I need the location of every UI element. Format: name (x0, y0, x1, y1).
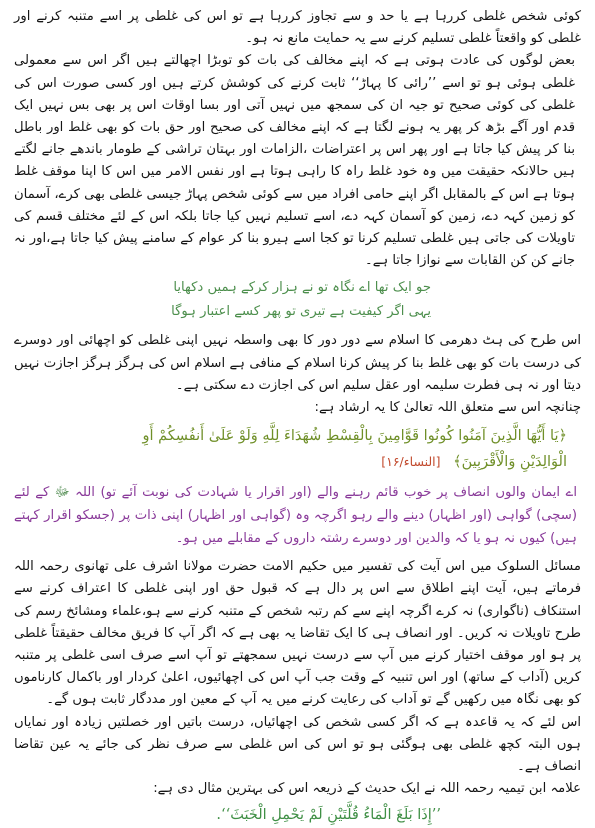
paragraph-3: اس طرح کی ہٹ دھرمی کا اسلام سے دور دور کا بھی واسطہ نہیں اپنی غلطی کو اچھائی اور دوسرے کی درست بات کو بھی غلط بنا کر پیش کرنا اسلام کے منافی ہے اسلام اس کی ہرگز ہرگز اجازت نہیں دیتا اور نہ ہی فطرت سلیمہ اور عقل سلیم اس کی اجازت دے سکتی ہے۔ (14, 333, 581, 393)
couplet-line-1: جو ایک تھا اے نگاہ تو نے ہزار کرکے ہمیں دکھایا (173, 280, 431, 296)
paragraph-5: مسائل السلوک میں اس آیت کی تفسیر میں حکیم الامت حضرت مولانا اشرف علی تھانوی رحمہ اللہ فرماتے ہیں، آیت اپنے اطلاق سے اس پر دال ہے کہ قبول حق اور اپنی غلطی کا اعتراف کرنے سے استنکاف (ناگواری) نہ کرے اگرچہ اپنے سے کم رتبہ شخص کے متنبہ کرنے سے ہو،علماء ومشائخ رسم کی طرح تاویلات نہ کریں۔ اور انصاف ہی کا ایک تقاضا یہ بھی ہے کہ اگر آپ کا فریق مخالف حقیقتاً غلطی پر ہو اور موقف اختیار کرنے میں آپ سے درست نہیں سمجھتے تو آپ اسے صرف اسی غلطی پر متنبہ کریں (آداب کے ساتھ) اور اس تنبیہ کے وقت جب آپ اس کی اچھائیوں، اعلیٰ کردار اور باکمال کارناموں کو بھی نگاہ میں رکھیں گے تو آداب کی رعایت کرنے میں یہ آپ کے معین اور مددگار ثابت ہوں گے۔ (14, 559, 581, 708)
translation-part-a: اے ایمان والوں انصاف پر خوب قائم رہنے والے (اور اقرار یا شہادت کی نوبت آئے تو) اللہ (75, 485, 577, 501)
translation-part-b: کے لئے (سچی) گواہی (اور اظہار) دینے والے رہو اگرچہ وہ (گواہی اور اظہار) اپنی ذات پر (جسکو اقرار کہتے ہیں) کیوں نہ ہو یا کہ والدین اور دوسرے رشتہ داروں کے مقابلے میں ہو۔ (14, 485, 577, 547)
verse-reference: [النساء/۱۶] (381, 454, 441, 470)
hadith-quote: ’’إِذَا بَلَغَ الْمَاءُ قُلَّتَيْنِ لَمْ يَحْمِلِ الْخَبَثَ‘‘. (216, 807, 441, 824)
paragraph-2: بعض لوگوں کی عادت ہوتی ہے کہ اپنے مخالف کی بات کو توبڑا اچھالتے ہیں اگر اس سے معمولی غلطی ہوئی ہو تو اسے ’’رائی کا پہاڑ‘‘ ثابت کرنے کی کوشش کرتے ہیں اور کسی صورت اس کی غلطی کی کوئی صحیح تو جیہ ان کی سمجھ میں نہیں آتی اور بسا اوقات اس پر بھی بس نہیں ایک قدم اور آگے بڑھ کر پھر یہ ہونے لگتا ہے کہ اپنے مخالف کی صحیح اور حق بات کو بھی غلط اور باطل بنا کر پیش کیا جاتا ہے اور پھر اس پر اعتراضات ،الزامات اور بہتان تراشی کے طومار باندھے جانے لگتے ہیں حالانکہ حقیقت میں وہ خود غلط راہ کا راہی ہوتا ہے اور نفس الامر میں اس کا اپنا موقف غلط ہوتا ہے اس کے بالمقابل اگر اپنے حامی افراد میں سے کوئی شخص پہاڑ جیسی غلطی بھی کرے، آسمان کو زمین کہہ دے، زمین کو آسمان کہہ دے، اسے تسلیم نہیں کیا جاتا بلکہ اس کے لئے مختلف قسم کی تاویلات کی جاتی ہیں غلطی تسلیم کرنا تو کجا اسے ہیرو بنا کر عوام کے سامنے پیش کیا جاتا ہے،اور نہ جانے کن کن القابات سے نوازا جاتا ہے۔ (14, 53, 575, 269)
paragraph-6: اس لئے کہ یہ قاعدہ ہے کہ اگر کسی شخص کی اچھائیاں، درست باتیں اور خصلتیں زیادہ اور نمایاں ہوں البتہ کچھ غلطی بھی ہوگئی ہو تو اس کی اس غلطی سے صرف نظر کی جائے یہ عین تقاضا انصاف ہے۔ (14, 714, 581, 775)
couplet-line-2: یہی اگر کیفیت ہے تیری تو پھر کسے اعتبار ہوگا (171, 304, 431, 320)
honorific-glyph: ﷻ (54, 485, 70, 501)
paragraph-4: چنانچہ اس سے متعلق اللہ تعالیٰ کا یہ ارشاد ہے: (314, 400, 581, 416)
poetry-couplet (14, 276, 581, 324)
paragraph-7: علامہ ابن تیمیہ رحمہ اللہ نے ایک حدیث کے ذریعہ اس کی بہترین مثال دی ہے: (153, 781, 581, 797)
verse-translation (14, 481, 581, 550)
quran-verse (14, 423, 581, 475)
verse-line-2: الْوَالِدَيْنِ وَالْأَقْرَبِينَ﴾ (453, 454, 567, 471)
paragraph-1: کوئی شخص غلطی کررہا ہے یا حد و سے تجاوز کررہا ہے تو اس کی غلطی پر اسے متنبہ کرنے اور غلطی کو واقعتاً غلطی تسلیم کرنے سے یہ حمایت مانع نہ ہو۔ (14, 9, 581, 47)
verse-line-1: ﴿يَا أَيُّهَا الَّذِينَ آمَنُوا كُونُوا قَوَّامِينَ بِالْقِسْطِ شُهَدَاءَ لِلَّهِ وَلَوْ عَلَىٰ أَنفُسِكُمْ أَوِ (142, 428, 567, 445)
